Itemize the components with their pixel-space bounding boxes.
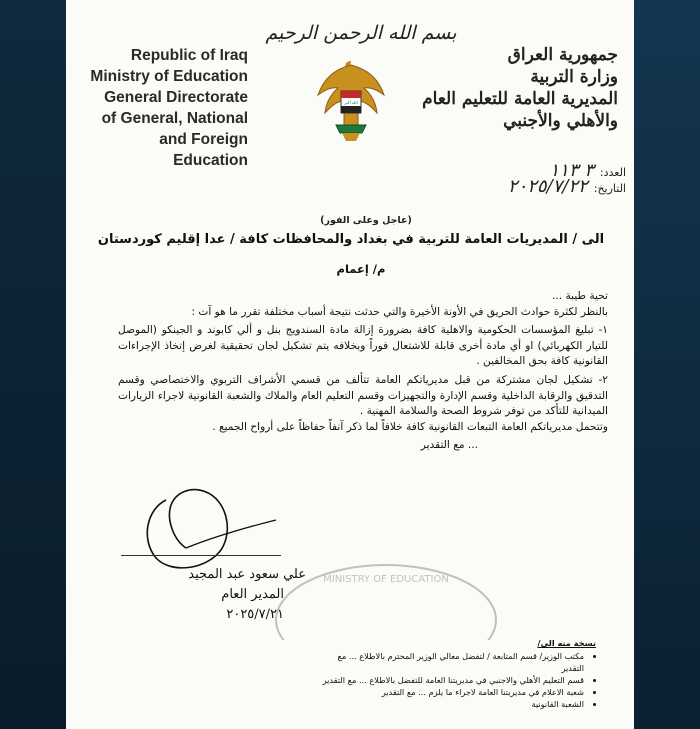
copy-recipient: • الشعبة القانونية — [316, 698, 584, 710]
arabic-letterhead-line: والأهلي والأجنبي — [503, 111, 618, 131]
copy-recipient: • قسم التعليم الأهلي والاجنبي في مديريتنا العامة للتفضل بالاطلاع ... مع التقدير — [316, 674, 584, 686]
svg-text:الله أكبر: الله أكبر — [344, 100, 358, 105]
signature-date: ٢٠٢٥/٧/٢١ — [226, 607, 284, 622]
signatory-block — [126, 565, 306, 625]
item-one: ١- تبليغ المؤسسات الحكومية والاهلية كافة بضرورة إزالة مادة السندويج بنل و ألي كابوند و الجينكو (الموصل للتيار الكهربائي) او أي مادة أخرى قابلة للاشتعال فوراً وبخلافه يتم تشكيل لجان تحقيقية لغرض إتخاذ الإجراءات القانونية كافة بحق المخالفين . — [118, 324, 608, 368]
greeting: تحية طيبة ... — [551, 290, 608, 302]
copies-section — [316, 637, 596, 710]
copy-recipient: • مكتب الوزير/ قسم المتابعة / لتفضل معالي الوزير المحترم بالاطلاع ... مع التقدير — [316, 650, 584, 674]
date-value: ٢٠٢٥/٧/٢٢ — [507, 176, 588, 197]
arabic-letterhead-line: جمهورية العراق — [507, 45, 618, 65]
letter-body — [118, 289, 608, 454]
english-letterhead — [88, 45, 248, 171]
intro-paragraph: بالنظر لكثرة حوادث الحريق في الأونة الأخيرة والتي حدثت نتيجة أسباب مختلفة تقرر ما هو آت : — [191, 305, 608, 318]
reference-block — [446, 160, 626, 197]
copy-recipient: • شعبة الاعلام في مديريتنا العامة لاجراء ما يلزم ... مع التقدير — [316, 686, 584, 698]
stamp-text: MINISTRY OF EDUCATION — [323, 574, 449, 585]
number-value: ٣ ١١٣ — [549, 160, 594, 181]
date-label: التاريخ: — [593, 182, 626, 195]
signatory-name: علي سعود عبد المجيد — [188, 567, 306, 582]
closing-paragraph: وتتحمل مديرياتكم العامة التبعات القانونية كافة خلافاً لما ذكر آنفاً حفاظاً على أرواح الجميع . — [212, 420, 608, 433]
item-two: ٢- تشكيل لجان مشتركة من قبل مديرياتكم العامة تتألف من قسمي الأشراف التربوي والاختصاصي وقسم التدقيق والرقابة الداخلية وقسم الإدارة والتجهيزات وقسم التعليم العام والملاك والشعبة القانونية لاجراء الزيارات الميدانية للتأكد من توفر شروط الصحة والسلامة المهنية . — [118, 373, 608, 418]
arabic-letterhead-line: المديرية العامة للتعليم العام — [422, 89, 618, 109]
arabic-letterhead-line: وزارة التربية — [530, 67, 618, 87]
copies-title: نسخة منه الى/ — [537, 638, 596, 648]
background-right-panel — [634, 0, 700, 729]
number-label: العدد: — [599, 166, 626, 179]
english-letterhead-line: Republic of Iraq — [130, 47, 248, 64]
english-letterhead-line: General Directorate — [104, 89, 248, 106]
english-letterhead-line: and Foreign Education — [159, 131, 248, 169]
subject-line: م/ إعمام — [336, 262, 386, 276]
english-letterhead-line: of General, National — [101, 110, 248, 127]
background-left-panel — [0, 0, 66, 729]
basmala: بسم الله الرحمن الرحيم — [265, 22, 457, 44]
signature-line — [121, 555, 281, 556]
arabic-letterhead — [418, 44, 618, 132]
regards: ... مع التقدير — [420, 439, 478, 452]
addressee-line: الى / المديريات العامة للتربية في بغداد والمحافظات كافة / عدا إقليم كوردستان — [97, 232, 605, 247]
english-letterhead-line: Ministry of Education — [90, 68, 248, 85]
urgent-notice: (عاجل وعلى الفور) — [320, 215, 412, 226]
signatory-title: المدير العام — [221, 587, 284, 602]
iraq-eagle-emblem — [316, 55, 386, 147]
document-page — [66, 0, 634, 729]
